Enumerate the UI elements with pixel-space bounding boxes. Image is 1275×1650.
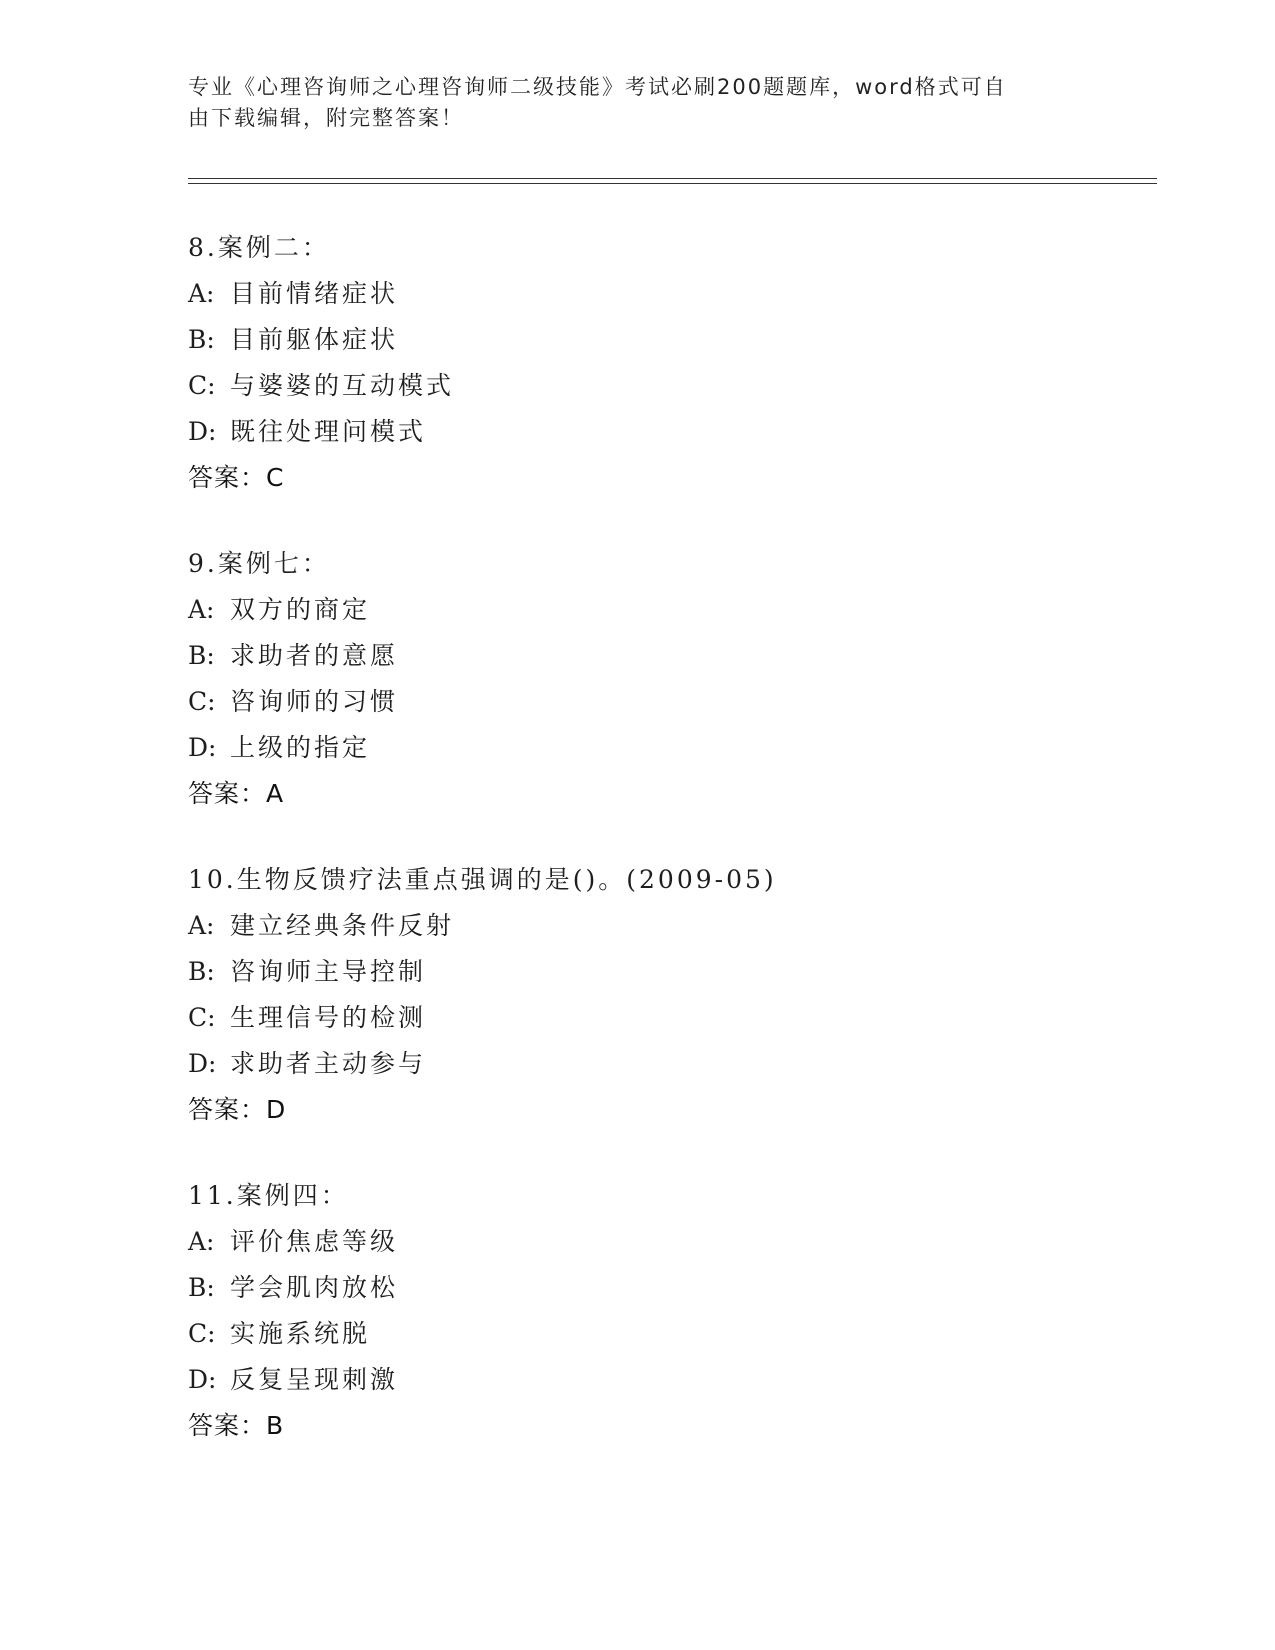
- header-line-1: 专业《心理咨询师之心理咨询师二级技能》考试必刷200题题库，word格式可自: [188, 75, 1007, 99]
- option-b: [188, 1265, 1148, 1311]
- header-line-2: 由下载编辑，附完整答案！: [188, 106, 464, 130]
- answer-line: 答案：C: [188, 463, 285, 492]
- option-text: 学会肌肉放松: [230, 1273, 399, 1302]
- option-letter: D:: [188, 733, 217, 762]
- answer-line: 答案：D: [188, 1095, 287, 1124]
- option-a: [188, 903, 1148, 949]
- header-divider-bottom: [188, 183, 1157, 184]
- option-letter: B:: [188, 1273, 215, 1302]
- option-letter: B:: [188, 641, 215, 670]
- option-text: 求助者的意愿: [230, 641, 399, 670]
- option-text: 目前躯体症状: [230, 325, 399, 354]
- answer-line: 答案：A: [188, 779, 285, 808]
- question-10: [188, 857, 1148, 1133]
- option-c: [188, 363, 1148, 409]
- option-letter: C:: [188, 371, 216, 400]
- option-letter: B:: [188, 325, 215, 354]
- answer-line: 答案：B: [188, 1411, 285, 1440]
- option-letter: D:: [188, 417, 217, 446]
- question-stem: 8.案例二：: [188, 233, 330, 262]
- option-d: [188, 1041, 1148, 1087]
- option-text: 双方的商定: [230, 595, 371, 624]
- question-9: [188, 541, 1148, 817]
- option-text: 既往处理问模式: [230, 417, 427, 446]
- option-c: [188, 1311, 1148, 1357]
- option-letter: D:: [188, 1049, 217, 1078]
- question-stem: 9.案例七：: [188, 549, 330, 578]
- option-letter: D:: [188, 1365, 217, 1394]
- option-text: 实施系统脱: [230, 1319, 371, 1348]
- option-text: 咨询师的习惯: [230, 687, 399, 716]
- option-d: [188, 1357, 1148, 1403]
- option-letter: A:: [188, 279, 215, 308]
- header-divider-top: [188, 178, 1157, 179]
- option-text: 建立经典条件反射: [230, 911, 455, 940]
- question-stem: 11.案例四：: [188, 1181, 349, 1210]
- option-d: [188, 725, 1148, 771]
- question-11: [188, 1173, 1148, 1449]
- option-d: [188, 409, 1148, 455]
- option-text: 评价焦虑等级: [230, 1227, 399, 1256]
- option-a: [188, 587, 1148, 633]
- option-text: 目前情绪症状: [230, 279, 399, 308]
- option-c: [188, 679, 1148, 725]
- option-letter: C:: [188, 687, 216, 716]
- option-text: 求助者主动参与: [230, 1049, 427, 1078]
- option-text: 与婆婆的互动模式: [230, 371, 455, 400]
- option-letter: C:: [188, 1003, 216, 1032]
- option-letter: A:: [188, 595, 215, 624]
- option-b: [188, 633, 1148, 679]
- option-text: 生理信号的检测: [230, 1003, 427, 1032]
- question-8: [188, 225, 1148, 501]
- option-a: [188, 271, 1148, 317]
- option-b: [188, 317, 1148, 363]
- option-c: [188, 995, 1148, 1041]
- question-stem: 10.生物反馈疗法重点强调的是()。(2009-05): [188, 865, 777, 894]
- option-text: 反复呈现刺激: [230, 1365, 399, 1394]
- document-header: [188, 72, 1078, 134]
- option-a: [188, 1219, 1148, 1265]
- option-letter: C:: [188, 1319, 216, 1348]
- option-letter: A:: [188, 1227, 215, 1256]
- option-letter: B:: [188, 957, 215, 986]
- option-b: [188, 949, 1148, 995]
- option-text: 上级的指定: [230, 733, 371, 762]
- option-letter: A:: [188, 911, 215, 940]
- option-text: 咨询师主导控制: [230, 957, 427, 986]
